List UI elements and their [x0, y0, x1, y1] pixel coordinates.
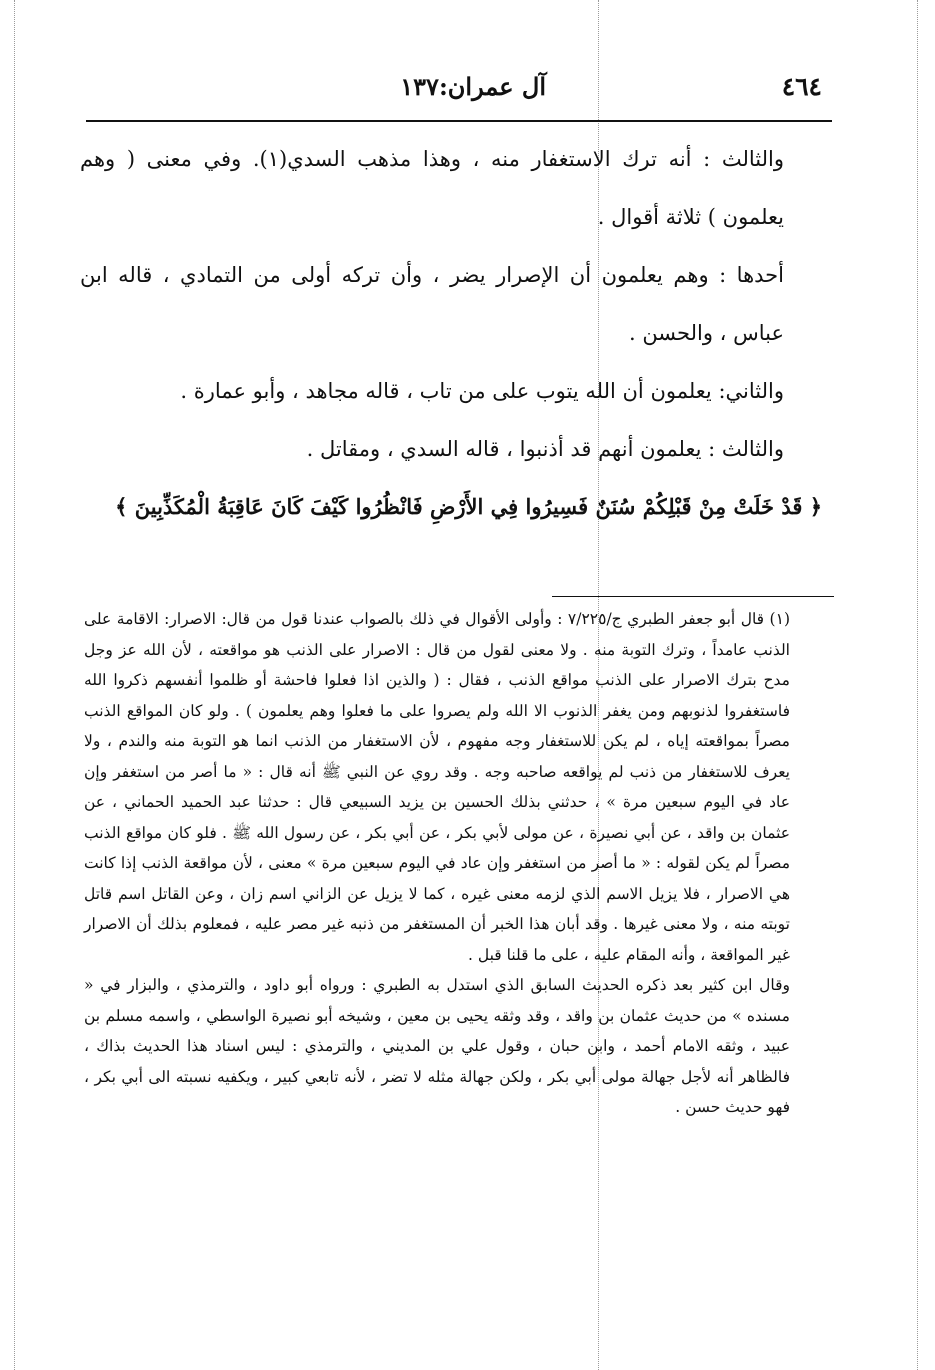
body-paragraph-1: والثالث : أنه ترك الاستغفار منه ، وهذا مذهب السدي(١). وفي معنى ( وهم يعلمون ) ثلاثة أقوال . — [80, 147, 785, 229]
page-header — [86, 58, 832, 122]
scan-edge-line-left — [14, 0, 15, 1370]
body-paragraph-2: أحدها : وهم يعلمون أن الإصرار يضر ، وأن تركه أولى من التمادي ، قاله ابن عباس ، والحسن . — [80, 263, 784, 345]
footnote-separator — [552, 596, 834, 597]
body-paragraph-4: والثالث : يعلمون أنهم قد أذنبوا ، قاله السدي ، ومقاتل . — [306, 437, 784, 461]
quran-verse: ﴿ قَدْ خَلَتْ مِنْ قَبْلِكُمْ سُنَنٌ فَسِيرُوا فِي الأَرْضِ فَانْظُرُوا كَيْفَ كَانَ عَاقِبَةُ الْمُكَذِّبِينَ ﴾ — [115, 494, 822, 519]
surah-reference: آل عمران:١٣٧ — [400, 72, 546, 101]
header-rule — [86, 120, 832, 122]
footnote-2: وقال ابن كثير بعد ذكره الحديث السابق الذي استدل به الطبري : ورواه أبو داود ، والترمذي ، والبزار في « مسنده » من حديث عثمان بن واقد ، وقد وثقه يحيى بن معين ، وشيخه أبو نصيرة الواسطي ، واسمه مسلم بن عبيد ، وثقه الامام أحمد ، وابن حبان ، وقول علي بن المديني ، والترمذي : ليس اسناد هذا الحديث بذاك ، فالظاهر أنه لأجل جهالة مولى أبي بكر ، ولكن جهالة مثله لا تضر ، لأنه تابعي كبير ، ويكفيه نسبته الى أبي بكر ، فهو حديث حسن . — [84, 976, 790, 1116]
main-text — [80, 130, 828, 536]
scan-edge-line-right — [917, 0, 918, 1370]
footnotes — [84, 604, 830, 1123]
footnote-1: (١) قال أبو جعفر الطبري ج/٧/٢٢٥ : وأولى الأقوال في ذلك بالصواب عندنا قول من قال: الاصرار: الاقامة على الذنب عامداً ، وترك التوبة منه . ولا معنى لقول من قال : الاصرار على الذنب هو مواقعته ، لأن الله عز وجل مدح بترك الاصرار على الذنب مواقع الذنب ، فقال : ( والذين اذا فعلوا فاحشة أو ظلموا أنفسهم ذكروا الله فاستغفروا لذنوبهم ومن يغفر الذنوب الا الله ولم يصروا على ما فعلوا وهم يعلمون ) . ولو كان المواقع الذنب مصراً بمواقعته إياه ، لم يكن للاستغفار وجه مفهوم ، لأن الاستغفار من الذنب انما هو التوبة منه والندم ، ولا يعرف للاستغفار من ذنب لم يواقعه صاحبه وجه . وقد روي عن النبي ﷺ أنه قال : « ما أصر من استغفر وإن عاد في اليوم سبعين مرة » ، حدثني بذلك الحسين بن يزيد السبيعي قال : حدثنا عبد الحميد الحماني ، عن عثمان بن واقد ، عن أبي نصيرة ، عن مولى لأبي بكر ، عن أبي بكر ، عن رسول الله ﷺ . فلو كان مواقع الذنب مصراً لم يكن لقوله : « ما أصر من استغفر وإن عاد في اليوم سبعين مرة » معنى ، لأن مواقعة الذنب إذا كانت هي الاصرار ، فلا يزيل الاسم الذي لزمه معنى غيره ، كما لا يزيل عن الزاني اسم زان ، وعن القاتل اسم قاتل توبته منه ، ولا معنى غيرها . وقد أبان هذا الخبر أن المستغفر من ذنبه غير مصر عليه ، فمعلوم بذلك أن الاصرار غير المواقعة ، وأنه المقام عليه ، على ما قلنا قبل . — [84, 610, 790, 964]
body-paragraph-3: والثاني: يعلمون أن الله يتوب على من تاب ، قاله مجاهد ، وأبو عمارة . — [180, 379, 784, 403]
page-number: ٤٦٤ — [781, 72, 822, 101]
